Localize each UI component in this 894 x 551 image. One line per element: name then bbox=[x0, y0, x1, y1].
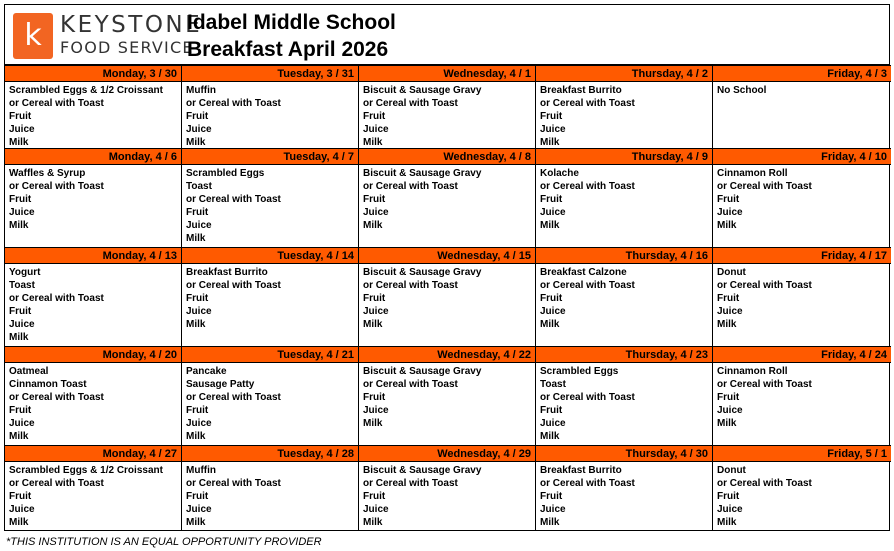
week-row bbox=[5, 148, 889, 247]
menu-item: Kolache bbox=[540, 168, 579, 179]
menu-item: Scrambled Eggs & 1/2 Croissant bbox=[9, 85, 163, 96]
day-menu-cell bbox=[5, 165, 182, 247]
menu-item: Fruit bbox=[186, 207, 209, 218]
day-header: Tuesday, 4 / 21 bbox=[182, 346, 359, 363]
menu-item: Fruit bbox=[9, 306, 32, 317]
menu-item: Milk bbox=[540, 220, 560, 231]
menu-item: Juice bbox=[363, 306, 389, 317]
day-menu-cell bbox=[5, 462, 182, 530]
menu-item: Fruit bbox=[363, 491, 386, 502]
menu-item: Fruit bbox=[9, 194, 32, 205]
menu-item: Juice bbox=[540, 207, 566, 218]
day-menu-cell bbox=[182, 264, 359, 346]
menu-item: or Cereal with Toast bbox=[540, 98, 635, 109]
day-menu-cell bbox=[359, 363, 536, 445]
day-header: Wednesday, 4 / 8 bbox=[359, 148, 536, 165]
day-menu-cell bbox=[713, 462, 891, 530]
menu-item: Milk bbox=[540, 431, 560, 442]
menu-item: Cinnamon Toast bbox=[9, 379, 87, 390]
day-menu-cell bbox=[5, 82, 182, 148]
menu-item: or Cereal with Toast bbox=[540, 478, 635, 489]
menu-item: Breakfast Burrito bbox=[186, 267, 268, 278]
school-title: Idabel Middle School bbox=[187, 11, 396, 34]
footer-note: *THIS INSTITUTION IS AN EQUAL OPPORTUNITY PROVIDER bbox=[6, 536, 322, 548]
menu-item: Milk bbox=[363, 517, 383, 528]
menu-item: Fruit bbox=[717, 194, 740, 205]
menu-item: Juice bbox=[540, 504, 566, 515]
menu-item: Juice bbox=[9, 418, 35, 429]
menu-item: Donut bbox=[717, 465, 746, 476]
day-header: Friday, 4 / 17 bbox=[713, 247, 891, 264]
menu-item: or Cereal with Toast bbox=[717, 478, 812, 489]
menu-item: Milk bbox=[540, 137, 560, 148]
menu-item: Juice bbox=[186, 306, 212, 317]
day-menu-cell bbox=[182, 82, 359, 148]
menu-item: or Cereal with Toast bbox=[9, 478, 104, 489]
menu-item: Juice bbox=[9, 319, 35, 330]
day-menu-cell bbox=[182, 363, 359, 445]
menu-item: Juice bbox=[717, 306, 743, 317]
menu-item: Milk bbox=[363, 319, 383, 330]
day-menu-cell bbox=[5, 264, 182, 346]
menu-item: Pancake bbox=[186, 366, 227, 377]
day-header: Thursday, 4 / 2 bbox=[536, 65, 713, 82]
menu-item: Milk bbox=[186, 517, 206, 528]
day-header: Thursday, 4 / 9 bbox=[536, 148, 713, 165]
menu-item: Breakfast Calzone bbox=[540, 267, 627, 278]
day-header: Wednesday, 4 / 15 bbox=[359, 247, 536, 264]
menu-item: Yogurt bbox=[9, 267, 41, 278]
menu-item: Juice bbox=[363, 405, 389, 416]
menu-item: Juice bbox=[363, 504, 389, 515]
day-header: Monday, 3 / 30 bbox=[5, 65, 182, 82]
menu-item: Waffles & Syrup bbox=[9, 168, 86, 179]
menu-item: Milk bbox=[186, 431, 206, 442]
day-header: Tuesday, 4 / 28 bbox=[182, 445, 359, 462]
menu-item: Milk bbox=[9, 332, 29, 343]
menu-item: Fruit bbox=[717, 293, 740, 304]
menu-item: Fruit bbox=[540, 491, 563, 502]
menu-item: or Cereal with Toast bbox=[717, 280, 812, 291]
day-menu-cell bbox=[182, 462, 359, 530]
menu-item: Juice bbox=[540, 124, 566, 135]
menu-item: Milk bbox=[717, 517, 737, 528]
menu-item: or Cereal with Toast bbox=[363, 181, 458, 192]
day-header: Tuesday, 3 / 31 bbox=[182, 65, 359, 82]
menu-item: Fruit bbox=[717, 392, 740, 403]
day-menu-cell bbox=[536, 165, 713, 247]
menu-item: Fruit bbox=[186, 491, 209, 502]
menu-item: or Cereal with Toast bbox=[186, 280, 281, 291]
menu-item: Juice bbox=[9, 504, 35, 515]
day-menu-cell bbox=[536, 462, 713, 530]
day-menu-cell bbox=[359, 462, 536, 530]
day-menu-cell bbox=[359, 264, 536, 346]
menu-item: or Cereal with Toast bbox=[363, 478, 458, 489]
menu-sheet bbox=[4, 4, 890, 531]
menu-item: or Cereal with Toast bbox=[363, 379, 458, 390]
menu-item: Cinnamon Roll bbox=[717, 168, 788, 179]
menu-item: Biscuit & Sausage Gravy bbox=[363, 366, 482, 377]
day-header: Wednesday, 4 / 22 bbox=[359, 346, 536, 363]
menu-item: Milk bbox=[540, 517, 560, 528]
menu-item: Fruit bbox=[717, 491, 740, 502]
week-row bbox=[5, 247, 889, 346]
menu-item: Fruit bbox=[363, 194, 386, 205]
day-header: Thursday, 4 / 23 bbox=[536, 346, 713, 363]
menu-item: Milk bbox=[717, 220, 737, 231]
menu-item: Juice bbox=[9, 124, 35, 135]
brand-name: KEYSTONE bbox=[60, 12, 203, 38]
menu-item: Juice bbox=[186, 418, 212, 429]
day-header: Friday, 4 / 24 bbox=[713, 346, 891, 363]
menu-item: Scrambled Eggs & 1/2 Croissant bbox=[9, 465, 163, 476]
week-row bbox=[5, 445, 889, 530]
day-header: Tuesday, 4 / 7 bbox=[182, 148, 359, 165]
menu-item: Milk bbox=[9, 220, 29, 231]
menu-item: or Cereal with Toast bbox=[540, 280, 635, 291]
menu-item: Juice bbox=[186, 504, 212, 515]
day-menu-cell bbox=[713, 165, 891, 247]
menu-item: or Cereal with Toast bbox=[186, 478, 281, 489]
menu-item: Biscuit & Sausage Gravy bbox=[363, 85, 482, 96]
menu-item: Milk bbox=[186, 233, 206, 244]
day-header: Monday, 4 / 20 bbox=[5, 346, 182, 363]
menu-item: Breakfast Burrito bbox=[540, 85, 622, 96]
day-header: Monday, 4 / 6 bbox=[5, 148, 182, 165]
keystone-logo bbox=[13, 13, 53, 59]
menu-item: Toast bbox=[9, 280, 35, 291]
menu-item: Fruit bbox=[363, 392, 386, 403]
day-menu-cell bbox=[536, 264, 713, 346]
menu-item: Juice bbox=[717, 405, 743, 416]
menu-item: Fruit bbox=[186, 405, 209, 416]
menu-item: Scrambled Eggs bbox=[540, 366, 619, 377]
menu-item: Breakfast Burrito bbox=[540, 465, 622, 476]
menu-item: or Cereal with Toast bbox=[717, 181, 812, 192]
day-menu-cell bbox=[359, 165, 536, 247]
menu-item: Toast bbox=[540, 379, 566, 390]
day-menu-cell bbox=[182, 165, 359, 247]
day-header: Thursday, 4 / 16 bbox=[536, 247, 713, 264]
menu-item: Fruit bbox=[363, 111, 386, 122]
menu-item: Fruit bbox=[9, 405, 32, 416]
day-header: Monday, 4 / 27 bbox=[5, 445, 182, 462]
menu-item: Biscuit & Sausage Gravy bbox=[363, 168, 482, 179]
week-row bbox=[5, 65, 889, 148]
menu-item: or Cereal with Toast bbox=[363, 98, 458, 109]
menu-item: Juice bbox=[717, 207, 743, 218]
day-header: Friday, 4 / 10 bbox=[713, 148, 891, 165]
menu-item: or Cereal with Toast bbox=[9, 98, 104, 109]
menu-item: Milk bbox=[363, 137, 383, 148]
menu-item: or Cereal with Toast bbox=[9, 181, 104, 192]
menu-item: Fruit bbox=[186, 293, 209, 304]
week-row bbox=[5, 346, 889, 445]
menu-item: Milk bbox=[9, 137, 29, 148]
day-menu-cell bbox=[536, 82, 713, 148]
menu-item: Milk bbox=[186, 137, 206, 148]
menu-item: Scrambled Eggs bbox=[186, 168, 265, 179]
day-menu-cell bbox=[713, 363, 891, 445]
menu-item: or Cereal with Toast bbox=[186, 98, 281, 109]
day-header: Tuesday, 4 / 14 bbox=[182, 247, 359, 264]
menu-item: or Cereal with Toast bbox=[363, 280, 458, 291]
menu-item: Biscuit & Sausage Gravy bbox=[363, 465, 482, 476]
menu-item: or Cereal with Toast bbox=[186, 194, 281, 205]
menu-item: Milk bbox=[186, 319, 206, 330]
brand-subtitle: FOOD SERVICE bbox=[60, 38, 194, 57]
menu-item: Juice bbox=[363, 124, 389, 135]
menu-item: or Cereal with Toast bbox=[540, 392, 635, 403]
menu-item: or Cereal with Toast bbox=[9, 392, 104, 403]
day-menu-cell bbox=[5, 363, 182, 445]
menu-item: Fruit bbox=[540, 194, 563, 205]
menu-item: Biscuit & Sausage Gravy bbox=[363, 267, 482, 278]
menu-item: No School bbox=[717, 85, 767, 96]
menu-item: Muffin bbox=[186, 465, 216, 476]
day-header: Friday, 4 / 3 bbox=[713, 65, 891, 82]
menu-calendar bbox=[5, 65, 889, 530]
menu-item: Toast bbox=[186, 181, 212, 192]
menu-item: Juice bbox=[186, 220, 212, 231]
menu-item: Oatmeal bbox=[9, 366, 49, 377]
menu-item: Donut bbox=[717, 267, 746, 278]
menu-item: Juice bbox=[363, 207, 389, 218]
menu-item: Fruit bbox=[186, 111, 209, 122]
menu-item: Milk bbox=[9, 431, 29, 442]
menu-item: Juice bbox=[717, 504, 743, 515]
menu-item: Milk bbox=[363, 418, 383, 429]
menu-item: Cinnamon Roll bbox=[717, 366, 788, 377]
day-menu-cell bbox=[359, 82, 536, 148]
menu-item: Fruit bbox=[540, 293, 563, 304]
day-header: Friday, 5 / 1 bbox=[713, 445, 891, 462]
menu-header bbox=[5, 5, 889, 65]
day-menu-cell bbox=[713, 264, 891, 346]
day-header: Wednesday, 4 / 1 bbox=[359, 65, 536, 82]
menu-item: Milk bbox=[9, 517, 29, 528]
menu-item: Fruit bbox=[9, 111, 32, 122]
menu-item: Milk bbox=[717, 319, 737, 330]
menu-item: or Cereal with Toast bbox=[186, 392, 281, 403]
day-header: Wednesday, 4 / 29 bbox=[359, 445, 536, 462]
menu-item: Juice bbox=[186, 124, 212, 135]
menu-item: Fruit bbox=[9, 491, 32, 502]
day-menu-cell bbox=[713, 82, 891, 148]
day-menu-cell bbox=[536, 363, 713, 445]
menu-item: Milk bbox=[717, 418, 737, 429]
logo-letter: k bbox=[24, 18, 42, 53]
menu-item: Fruit bbox=[363, 293, 386, 304]
menu-item: Fruit bbox=[540, 111, 563, 122]
menu-item: Fruit bbox=[540, 405, 563, 416]
menu-item: Juice bbox=[9, 207, 35, 218]
menu-item: or Cereal with Toast bbox=[9, 293, 104, 304]
menu-item: or Cereal with Toast bbox=[717, 379, 812, 390]
day-header: Monday, 4 / 13 bbox=[5, 247, 182, 264]
menu-item: or Cereal with Toast bbox=[540, 181, 635, 192]
menu-item: Juice bbox=[540, 306, 566, 317]
menu-item: Milk bbox=[363, 220, 383, 231]
menu-item: Juice bbox=[540, 418, 566, 429]
menu-month-title: Breakfast April 2026 bbox=[187, 38, 389, 61]
menu-item: Milk bbox=[540, 319, 560, 330]
menu-item: Sausage Patty bbox=[186, 379, 255, 390]
day-header: Thursday, 4 / 30 bbox=[536, 445, 713, 462]
menu-item: Muffin bbox=[186, 85, 216, 96]
